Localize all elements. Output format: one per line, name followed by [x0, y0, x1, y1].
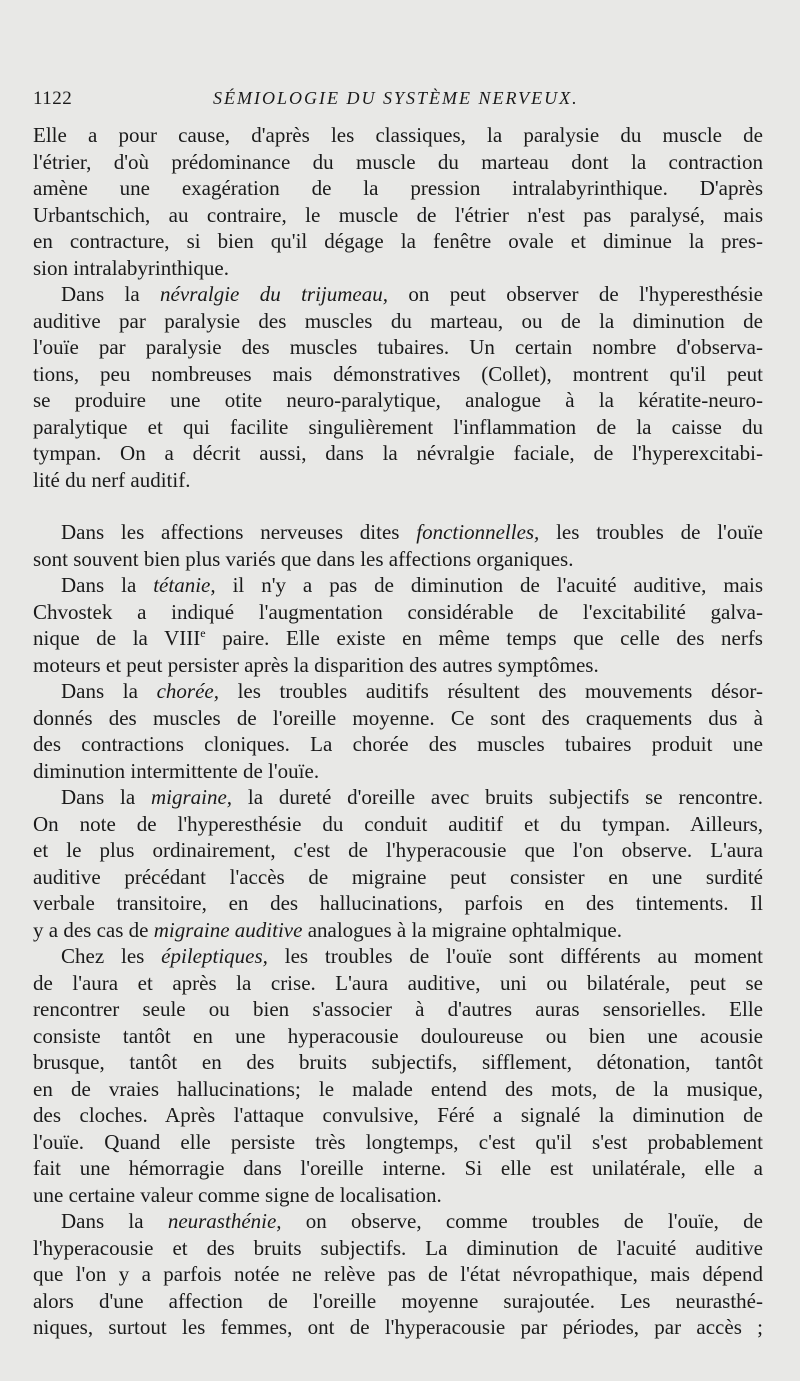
text-line: auditive précédant l'accès de migraine peut consister en une surdité	[33, 864, 763, 889]
text-run: Dans la	[61, 679, 157, 703]
text-run: les troubles de l'ouïe	[539, 520, 763, 544]
text-line: alors d'une affection de l'oreille moyenne surajoutée. Les neurasthé-	[33, 1288, 763, 1313]
text-line: tympan. On a décrit aussi, dans la névralgie faciale, de l'hyperexcitabi-	[33, 441, 763, 465]
text-run: les troubles de l'ouïe sont différents au moment	[267, 944, 763, 968]
text-run: la dureté d'oreille avec bruits subjectifs se rencontre.	[232, 785, 763, 809]
text-line: en contracture, si bien qu'il dégage la fenêtre ovale et diminue la pres-	[33, 229, 763, 253]
text-line: lité du nerf auditif.	[33, 467, 191, 492]
text-line: sont souvent bien plus variés que dans les affections organiques.	[33, 546, 574, 571]
text-run: les troubles auditifs résultent des mouvements désor-	[218, 679, 763, 703]
text-line: l'hyperacousie et des bruits subjectifs. La diminution de l'acuité auditive	[33, 1235, 763, 1260]
text-line: se produire une otite neuro-paralytique, analogue à la kératite-neuro-	[33, 388, 763, 412]
italic-term: tétanie,	[153, 573, 216, 597]
italic-term: migraine auditive	[153, 917, 303, 942]
text-line	[33, 625, 763, 652]
text-line: moteurs et peut persister après la disparition des autres symptômes.	[33, 652, 599, 677]
italic-term: neurasthénie,	[167, 1209, 282, 1233]
text-line: niques, surtout les femmes, ont de l'hyperacousie par périodes, par accès ;	[33, 1315, 763, 1339]
italic-term: chorée,	[156, 679, 219, 703]
page-header	[33, 88, 763, 114]
text-line: verbale transitoire, en des hallucinations, parfois en des tintements. Il	[33, 891, 763, 915]
text-run: Dans la	[61, 573, 154, 597]
text-line: l'ouïe par paralysie des muscles tubaires. Un certain nombre d'observa-	[33, 335, 763, 359]
text-line: diminution intermittente de l'ouïe.	[33, 758, 320, 783]
text-line: Chvostek a indiqué l'augmentation considérable de l'excitabilité galva-	[33, 599, 763, 624]
italic-term: épileptiques,	[161, 944, 268, 968]
text-line: de l'aura et après la crise. L'aura auditive, uni ou bilatérale, peut se	[33, 970, 763, 995]
italic-term: migraine,	[150, 785, 233, 809]
text-line	[33, 943, 763, 970]
page-number: 1122	[33, 88, 73, 109]
text-run: on peut observer de l'hyperesthésie	[388, 282, 763, 306]
text-line: des contractions cloniques. La chorée des muscles tubaires produit une	[33, 732, 763, 756]
text-run: il n'y a pas de diminution de l'acuité auditive, mais	[215, 573, 763, 597]
text-line: brusque, tantôt en des bruits subjectifs, sifflement, détonation, tantôt	[33, 1050, 763, 1074]
text-line: paralytique et qui facilite singulièrement l'inflammation de la caisse du	[33, 414, 763, 439]
text-line	[33, 572, 763, 599]
text-line	[33, 917, 763, 944]
italic-term: fonctionnelles,	[416, 520, 540, 544]
text-line: des cloches. Après l'attaque convulsive, Féré a signalé la diminution de	[33, 1103, 763, 1127]
text-line	[33, 678, 763, 705]
text-line: Elle a pour cause, d'après les classiques, la paralysie du muscle de	[33, 123, 763, 147]
text-run: on observe, comme troubles de l'ouïe, de	[281, 1209, 763, 1233]
text-run: Chez les	[61, 944, 162, 968]
text-run: analogues à la migraine ophtalmique.	[302, 917, 623, 942]
italic-term: névralgie du trijumeau,	[160, 282, 388, 306]
text-line: On note de l'hyperesthésie du conduit auditif et du tympan. Ailleurs,	[33, 811, 763, 836]
text-line: l'ouïe. Quand elle persiste très longtemps, c'est qu'il s'est probablement	[33, 1129, 763, 1154]
text-run: Dans la	[61, 785, 151, 809]
text-line: en de vraies hallucinations; le malade entend des mots, de la musique,	[33, 1076, 763, 1101]
text-line	[33, 784, 763, 811]
body-text	[33, 122, 763, 1341]
text-line: auditive par paralysie des muscles du marteau, ou de la diminution de	[33, 308, 763, 333]
text-line: que l'on y a parfois notée ne relève pas de l'état névropathique, mais dépend	[33, 1262, 763, 1286]
text-run: Dans les affections nerveuses dites	[61, 520, 417, 544]
text-line	[33, 1208, 763, 1235]
text-run: y a des cas de	[33, 917, 154, 942]
text-line: fait une hémorragie dans l'oreille interne. Si elle est unilatérale, elle a	[33, 1156, 763, 1180]
text-line	[33, 281, 763, 308]
text-line: une certaine valeur comme signe de localisation.	[33, 1182, 442, 1207]
paragraph-gap	[33, 493, 763, 519]
running-head: SÉMIOLOGIE DU SYSTÈME NERVEUX.	[213, 88, 579, 108]
text-line: rencontrer seule ou bien s'associer à d'autres auras sensorielles. Elle	[33, 997, 763, 1021]
superscript: e	[200, 626, 206, 640]
text-run: nique de la VIII	[33, 626, 201, 650]
text-line: tions, peu nombreuses mais démonstratives (Collet), montrent qu'il peut	[33, 361, 763, 386]
text-line: l'étrier, d'où prédominance du muscle du marteau dont la contraction	[33, 149, 763, 174]
text-line: Urbantschich, au contraire, le muscle de l'étrier n'est pas paralysé, mais	[33, 202, 763, 227]
text-run: Dans la	[61, 1209, 168, 1233]
text-run: paire. Elle existe en même temps que celle des nerfs	[205, 626, 763, 650]
text-line	[33, 519, 763, 546]
text-line: et le plus ordinairement, c'est de l'hyperacousie que l'on observe. L'aura	[33, 838, 763, 862]
text-line: consiste tantôt en une hyperacousie douloureuse ou bien une acousie	[33, 1023, 763, 1048]
text-line: donnés des muscles de l'oreille moyenne. Ce sont des craquements dus à	[33, 705, 763, 730]
text-line: amène une exagération de la pression intralabyrinthique. D'après	[33, 176, 763, 200]
text-run: Dans la	[61, 282, 161, 306]
text-line: sion intralabyrinthique.	[33, 255, 229, 280]
